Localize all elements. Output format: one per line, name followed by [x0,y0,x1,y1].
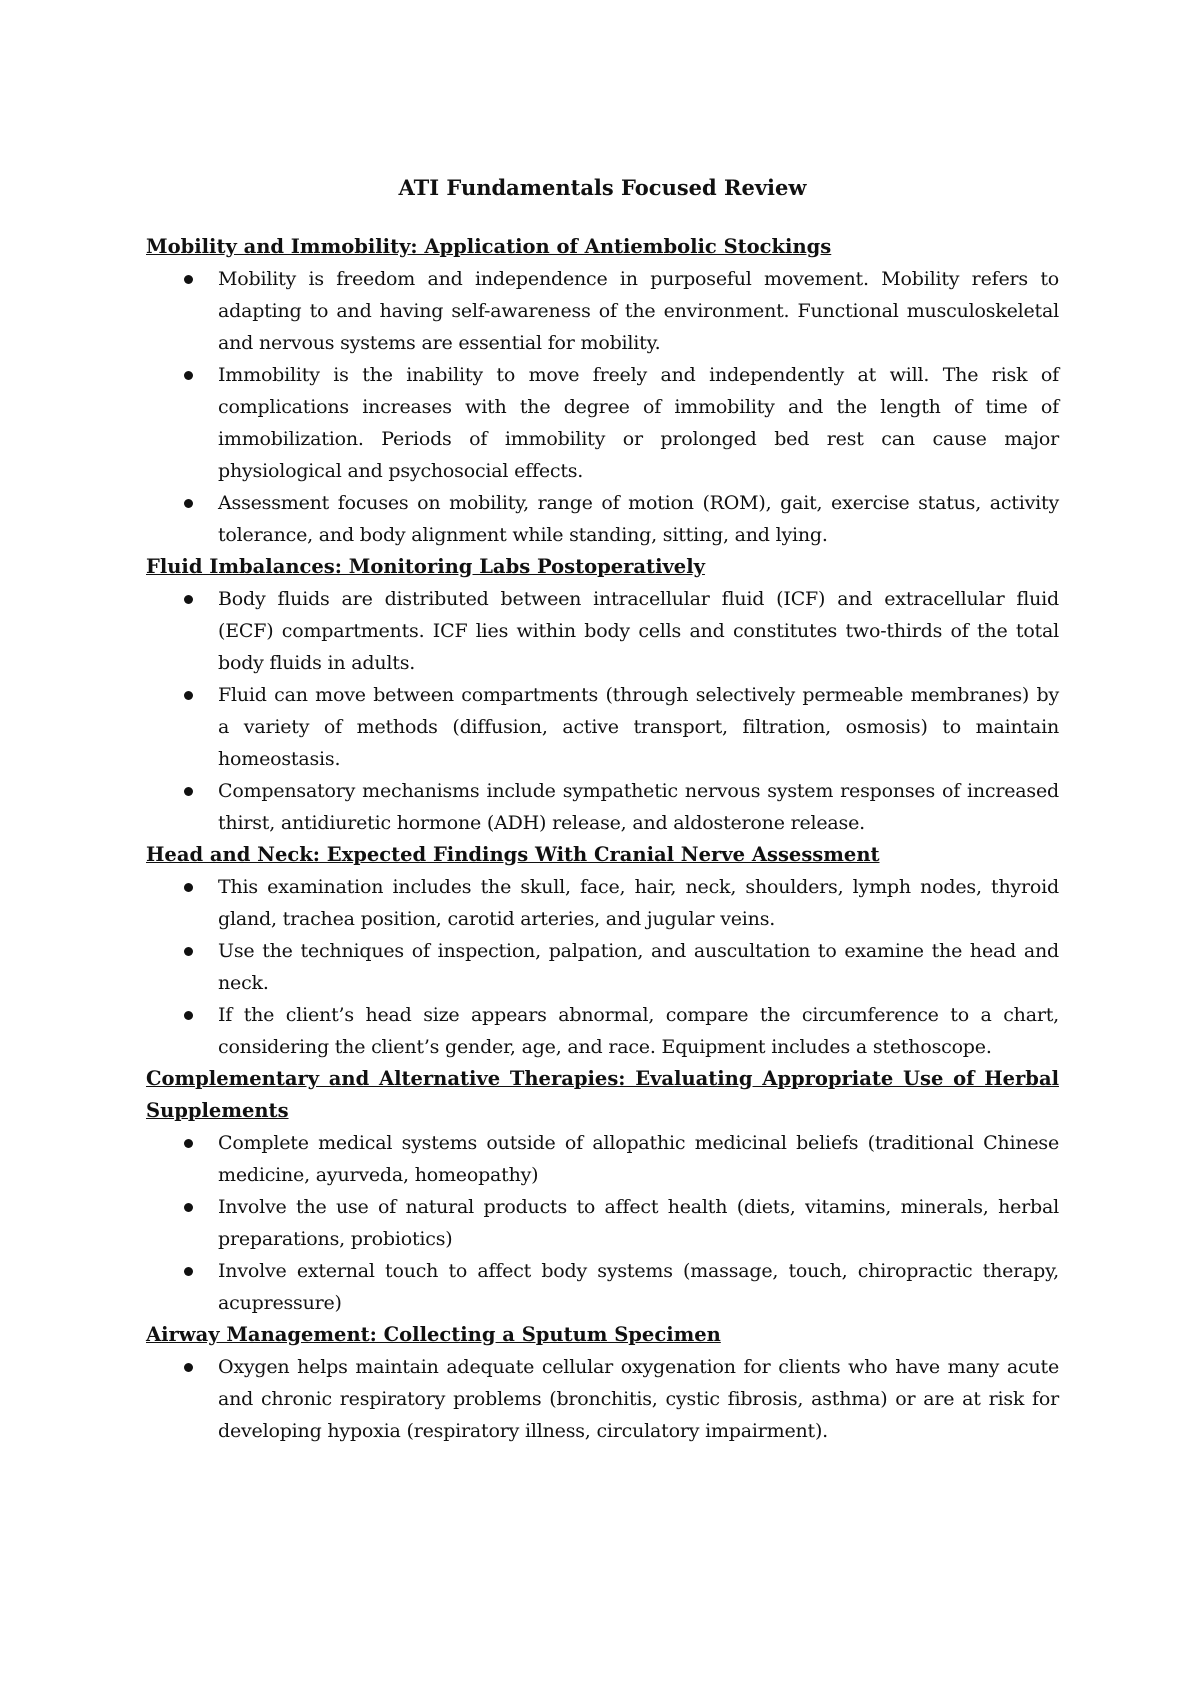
document-title: ATI Fundamentals Focused Review [398,175,807,200]
bullet-dot-icon [184,595,193,604]
list-item [146,1351,1059,1447]
bullet-list [146,1351,1059,1447]
bullet-text: Compensatory mechanisms include sympathetic nervous system responses of increased thirst, antidiuretic hormone (ADH) release, and aldosterone release. [218,780,1059,834]
section-heading: Fluid Imbalances: Monitoring Labs Postoperatively [146,555,705,578]
bullet-dot-icon [184,1139,193,1148]
bullet-dot-icon [184,691,193,700]
bullet-dot-icon [184,499,193,508]
list-item [146,999,1059,1063]
list-item [146,1191,1059,1255]
list-item [146,935,1059,999]
bullet-text: Fluid can move between compartments (through selectively permeable membranes) by a variety of methods (diffusion, active transport, filtration, osmosis) to maintain homeostasis. [218,684,1059,770]
bullet-list [146,263,1059,551]
list-item [146,1127,1059,1191]
list-item [146,487,1059,551]
bullet-text: Immobility is the inability to move freely and independently at will. The risk of complications increases with the degree of immobility and the length of time of immobilization. Periods of immobility or prolonged bed rest can cause major physiological and psychosocial effects. [218,364,1059,482]
bullet-text: Involve external touch to affect body systems (massage, touch, chiropractic therapy, acupressure) [218,1260,1059,1314]
list-item [146,1255,1059,1319]
bullet-dot-icon [184,1011,193,1020]
bullet-list [146,871,1059,1063]
bullet-dot-icon [184,1267,193,1276]
section [146,231,1059,551]
list-item [146,871,1059,935]
sections-container [146,231,1059,1447]
section [146,551,1059,839]
section-heading: Airway Management: Collecting a Sputum Specimen [146,1323,721,1346]
list-item [146,775,1059,839]
list-item [146,263,1059,359]
bullet-list [146,583,1059,839]
section-heading: Complementary and Alternative Therapies: Evaluating Appropriate Use of Herbal Supplements [146,1067,1059,1122]
bullet-text: If the client’s head size appears abnormal, compare the circumference to a chart, considering the client’s gender, age, and race. Equipment includes a stethoscope. [218,1004,1059,1058]
bullet-text: Involve the use of natural products to affect health (diets, vitamins, minerals, herbal preparations, probiotics) [218,1196,1059,1250]
section-heading: Head and Neck: Expected Findings With Cranial Nerve Assessment [146,843,880,866]
bullet-text: Use the techniques of inspection, palpation, and auscultation to examine the head and neck. [218,940,1059,994]
bullet-dot-icon [184,1363,193,1372]
bullet-text: This examination includes the skull, face, hair, neck, shoulders, lymph nodes, thyroid gland, trachea position, carotid arteries, and jugular veins. [218,876,1059,930]
list-item [146,359,1059,487]
list-item [146,583,1059,679]
bullet-dot-icon [184,1203,193,1212]
bullet-text: Complete medical systems outside of allopathic medicinal beliefs (traditional Chinese medicine, ayurveda, homeopathy) [218,1132,1059,1186]
bullet-text: Body fluids are distributed between intracellular fluid (ICF) and extracellular fluid (ECF) compartments. ICF lies within body cells and constitutes two-thirds of the total body fluids in adults. [218,588,1059,674]
section [146,1319,1059,1447]
bullet-text: Mobility is freedom and independence in purposeful movement. Mobility refers to adapting to and having self-awareness of the environment. Functional musculoskeletal and nervous systems are essential for mobility. [218,268,1059,354]
bullet-dot-icon [184,883,193,892]
section [146,839,1059,1063]
section-heading: Mobility and Immobility: Application of Antiembolic Stockings [146,235,832,258]
bullet-dot-icon [184,371,193,380]
bullet-text: Oxygen helps maintain adequate cellular oxygenation for clients who have many acute and chronic respiratory problems (bronchitis, cystic fibrosis, asthma) or are at risk for developing hypoxia (respiratory illness, circulatory impairment). [218,1356,1059,1442]
bullet-text: Assessment focuses on mobility, range of motion (ROM), gait, exercise status, activity tolerance, and body alignment while standing, sitting, and lying. [218,492,1059,546]
bullet-dot-icon [184,275,193,284]
list-item [146,679,1059,775]
bullet-dot-icon [184,787,193,796]
bullet-list [146,1127,1059,1319]
bullet-dot-icon [184,947,193,956]
section [146,1063,1059,1319]
document-content [146,172,1059,1447]
